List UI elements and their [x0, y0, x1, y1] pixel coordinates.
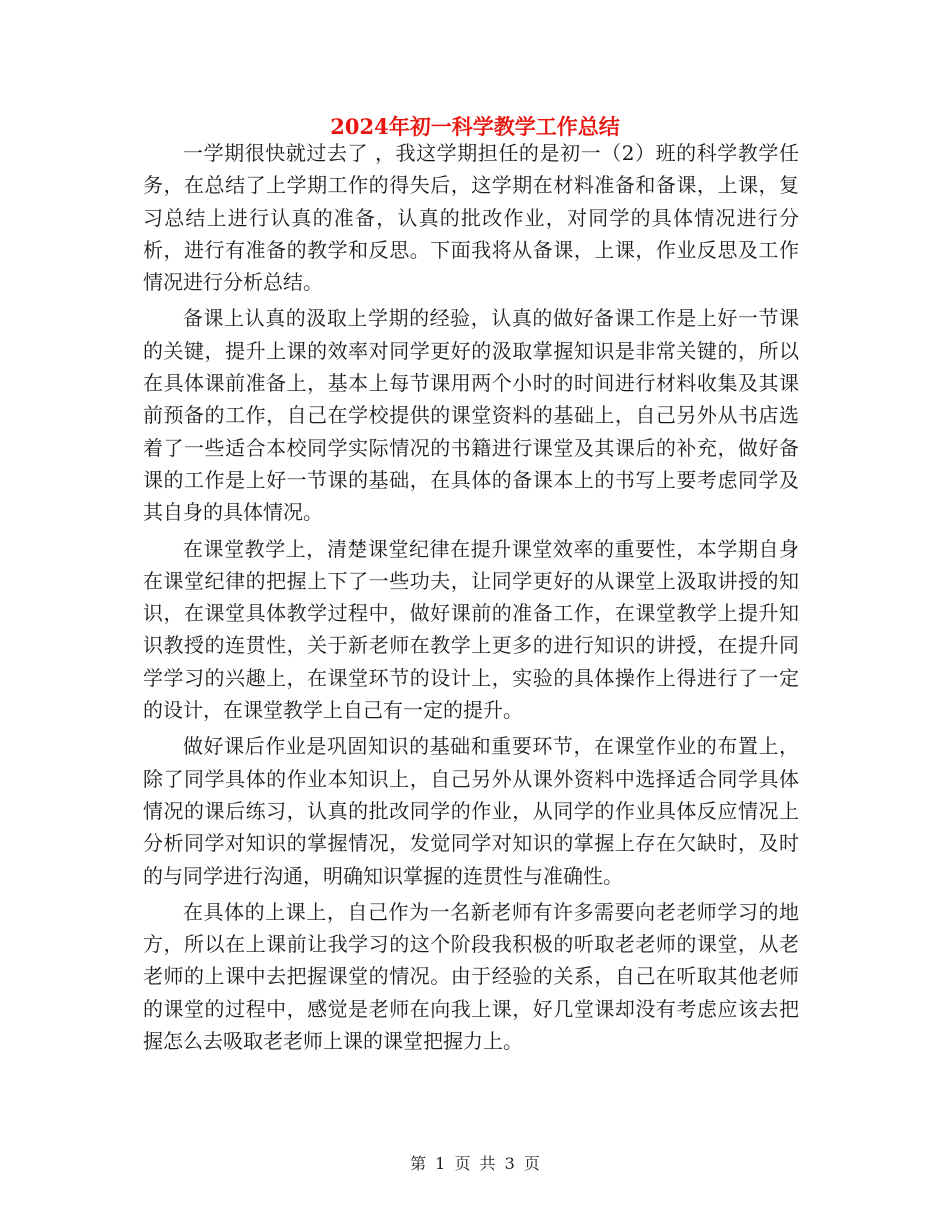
- paragraph-3: 在课堂教学上，清楚课堂纪律在提升课堂效率的重要性，本学期自身在课堂纪律的把握上下了一些功夫，让同学更好的从课堂上汲取讲授的知识，在课堂具体教学过程中，做好课前的准备工作，在课堂教学上提升知识教授的连贯性，关于新老师在教学上更多的进行知识的讲授，在提升同学学习的兴趣上，在课堂环节的设计上，实验的具体操作上得进行了一定的设计，在课堂教学上自己有一定的提升。: [143, 536, 799, 723]
- paragraph-2: 备课上认真的汲取上学期的经验，认真的做好备课工作是上好一节课的关键，提升上课的效率对同学更好的汲取掌握知识是非常关键的，所以在具体课前准备上，基本上每节课用两个小时的时间进行材料收集及其课前预备的工作，自己在学校提供的课堂资料的基础上，自己另外从书店选着了一些适合本校同学实际情况的书籍进行课堂及其课后的补充，做好备课的工作是上好一节课的基础，在具体的备课本上的书写上要考虑同学及其自身的具体情况。: [143, 306, 799, 525]
- paragraph-5: 在具体的上课上，自己作为一名新老师有许多需要向老老师学习的地方，所以在上课前让我学习的这个阶段我积极的听取老老师的课堂，从老老师的上课中去把握课堂的情况。由于经验的关系，自己在听取其他老师的课堂的过程中，感觉是老师在向我上课，好几堂课却没有考虑应该去把握怎么去吸取老老师上课的课堂把握力上。: [143, 899, 799, 1054]
- document-title: 2024年初一科学教学工作总结: [330, 114, 620, 139]
- paragraph-4: 做好课后作业是巩固知识的基础和重要环节，在课堂作业的布置上，除了同学具体的作业本知识上，自己另外从课外资料中选择适合同学具体情况的课后练习，认真的批改同学的作业，从同学的作业具体反应情况上分析同学对知识的掌握情况，发觉同学对知识的掌握上存在欠缺时，及时的与同学进行沟通，明确知识掌握的连贯性与准确性。: [143, 734, 799, 888]
- paragraph-1: 一学期很快就过去了 ，我这学期担任的是初一（2）班的科学教学任务，在总结了上学期工作的得失后，这学期在材料准备和备课，上课，复习总结上进行认真的准备，认真的批改作业，对同学的具体情况进行分析，进行有准备的教学和反思。下面我将从备课，上课，作业反思及工作情况进行分析总结。: [143, 141, 799, 295]
- page-number-footer: 第 1 页 共 3 页: [410, 1154, 540, 1173]
- document-body: [143, 137, 799, 1061]
